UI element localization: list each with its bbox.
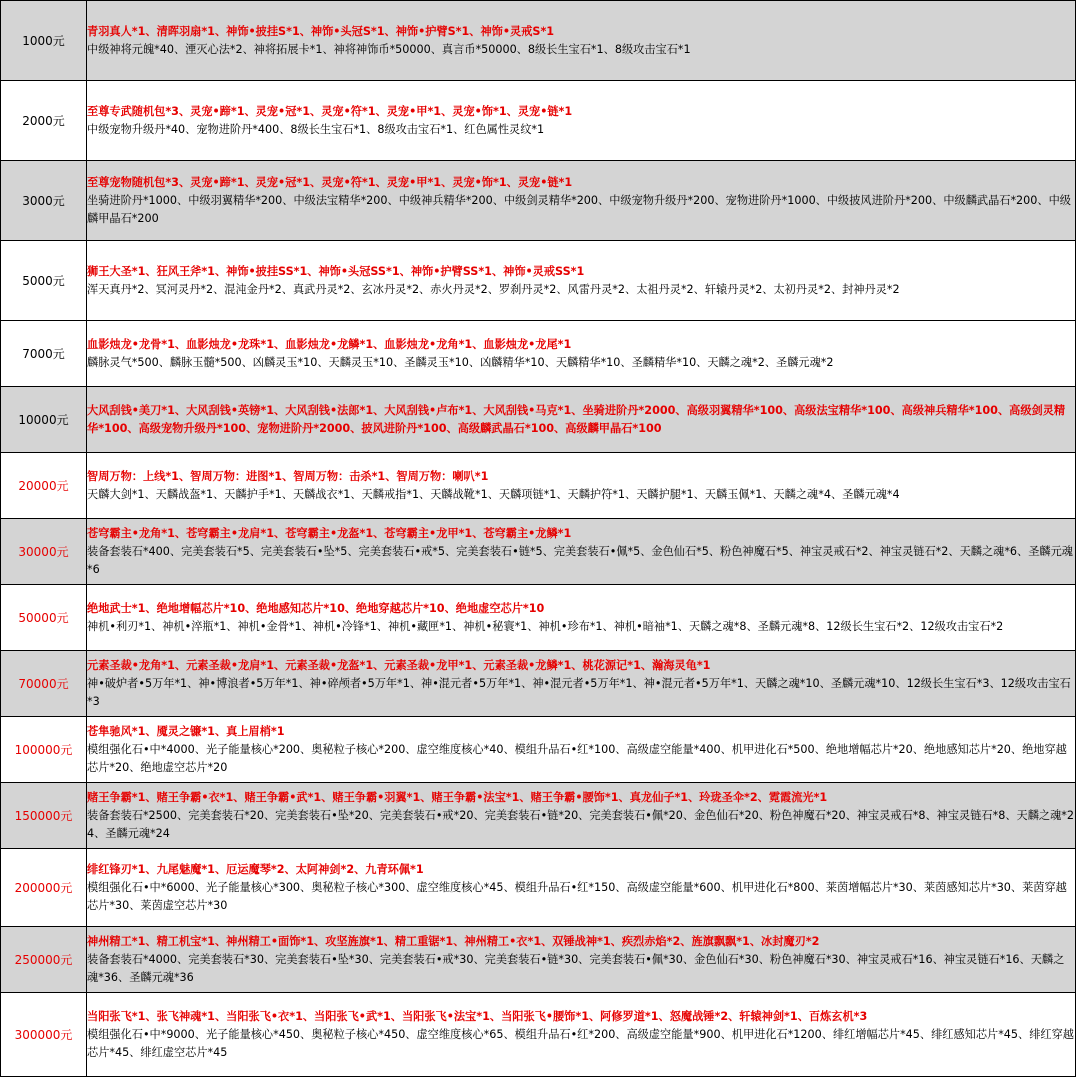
premium-rewards: 至尊专武随机包*3、灵宠•蹄*1、灵宠•冠*1、灵宠•符*1、灵宠•甲*1、灵宠•饰*1、灵宠•链*1 bbox=[87, 104, 573, 118]
table-row bbox=[1, 585, 1076, 651]
premium-rewards: 大风刮钱•美刀*1、大风刮钱•英镑*1、大风刮钱•法郎*1、大风刮钱•卢布*1、大风刮钱•马克*1、坐骑进阶丹*2000、高级羽翼精华*100、高级法宝精华*100、高级神兵精华*100、高级剑灵精华*100、高级宠物升级丹*100、宠物进阶丹*2000、披风进阶丹*100、高级麟武晶石*100、高级麟甲晶石*100 bbox=[87, 403, 1066, 435]
amount-cell: 3000元 bbox=[1, 161, 87, 241]
reward-table-body bbox=[1, 1, 1076, 1077]
table-row bbox=[1, 993, 1076, 1077]
standard-rewards: 装备套装石*4000、完美套装石*30、完美套装石•坠*30、完美套装石•戒*30、完美套装石•链*30、完美套装石•佩*30、金色仙石*30、粉色神魔石*30、神宝灵戒石*16、神宝灵链石*16、天麟之魂*36、圣麟元魂*36 bbox=[87, 952, 1065, 984]
premium-rewards: 绯红锋刃*1、九尾魅魔*1、厄运魔琴*2、太阿神剑*2、九青环佩*1 bbox=[87, 862, 424, 876]
table-row bbox=[1, 161, 1076, 241]
standard-rewards: 模组强化石•中*9000、光子能量核心*450、奥秘粒子核心*450、虚空维度核心*65、模组升品石•红*200、高级虚空能量*900、机甲进化石*1200、绯红增幅芯片*45、绯红感知芯片*45、绯红穿越芯片*45、绯红虚空芯片*45 bbox=[87, 1027, 1074, 1059]
standard-rewards: 浑天真丹*2、冥河灵丹*2、混沌金丹*2、真武丹灵*2、玄冰丹灵*2、赤火丹灵*2、罗刹丹灵*2、风雷丹灵*2、太祖丹灵*2、轩辕丹灵*2、太初丹灵*2、封神丹灵*2 bbox=[87, 282, 900, 296]
amount-cell: 2000元 bbox=[1, 81, 87, 161]
premium-rewards: 元素圣裁•龙角*1、元素圣裁•龙肩*1、元素圣裁•龙盔*1、元素圣裁•龙甲*1、元素圣裁•龙鳞*1、桃花源记*1、瀚海灵龟*1 bbox=[87, 658, 711, 672]
standard-rewards: 装备套装石*2500、完美套装石*20、完美套装石•坠*20、完美套装石•戒*20、完美套装石•链*20、完美套装石•佩*20、金色仙石*20、粉色神魔石*20、神宝灵戒石*8、神宝灵链石*8、天麟之魂*24、圣麟元魂*24 bbox=[87, 808, 1074, 840]
table-row bbox=[1, 81, 1076, 161]
amount-cell: 1000元 bbox=[1, 1, 87, 81]
premium-rewards: 苍隼驰风*1、魇灵之镰*1、真上眉梢*1 bbox=[87, 724, 285, 738]
table-row bbox=[1, 849, 1076, 927]
premium-rewards: 神州精工*1、精工机宝*1、神州精工•面饰*1、攻坚旌旗*1、精工重锯*1、神州精工•衣*1、双锤战神*1、疾烈赤焰*2、旌旗飘飘*1、冰封魔刃*2 bbox=[87, 934, 820, 948]
reward-cell bbox=[87, 717, 1076, 783]
reward-cell bbox=[87, 849, 1076, 927]
premium-rewards: 青羽真人*1、清晖羽扇*1、神饰•披挂S*1、神饰•头冠S*1、神饰•护臂S*1、神饰•灵戒S*1 bbox=[87, 24, 555, 38]
table-row bbox=[1, 1, 1076, 81]
amount-cell: 30000元 bbox=[1, 519, 87, 585]
amount-cell: 10000元 bbox=[1, 387, 87, 453]
premium-rewards: 智周万物：上线*1、智周万物：进图*1、智周万物：击杀*1、智周万物：喇叭*1 bbox=[87, 469, 489, 483]
reward-cell bbox=[87, 519, 1076, 585]
table-row bbox=[1, 241, 1076, 321]
standard-rewards: 麟脉灵气*500、麟脉玉髓*500、凶麟灵玉*10、天麟灵玉*10、圣麟灵玉*10、凶麟精华*10、天麟精华*10、圣麟精华*10、天麟之魂*2、圣麟元魂*2 bbox=[87, 355, 834, 369]
standard-rewards: 中级宠物升级丹*40、宠物进阶丹*400、8级长生宝石*1、8级攻击宝石*1、红色属性灵纹*1 bbox=[87, 122, 545, 136]
standard-rewards: 神机•利刃*1、神机•淬瓶*1、神机•金骨*1、神机•冷锋*1、神机•藏匣*1、神机•秘寰*1、神机•珍布*1、神机•暗袖*1、天麟之魂*8、圣麟元魂*8、12级长生宝石*2、12级攻击宝石*2 bbox=[87, 619, 1004, 633]
table-row bbox=[1, 651, 1076, 717]
premium-rewards: 苍穹霸主•龙角*1、苍穹霸主•龙肩*1、苍穹霸主•龙盔*1、苍穹霸主•龙甲*1、苍穹霸主•龙鳞*1 bbox=[87, 526, 572, 540]
standard-rewards: 模组强化石•中*6000、光子能量核心*300、奥秘粒子核心*300、虚空维度核心*45、模组升品石•红*150、高级虚空能量*600、机甲进化石*800、莱茵增幅芯片*30、莱茵感知芯片*30、莱茵穿越芯片*30、莱茵虚空芯片*30 bbox=[87, 880, 1067, 912]
premium-rewards: 狮王大圣*1、狂风王斧*1、神饰•披挂SS*1、神饰•头冠SS*1、神饰•护臂SS*1、神饰•灵戒SS*1 bbox=[87, 264, 585, 278]
reward-cell bbox=[87, 81, 1076, 161]
amount-cell: 250000元 bbox=[1, 927, 87, 993]
premium-rewards: 血影烛龙•龙骨*1、血影烛龙•龙珠*1、血影烛龙•龙鳞*1、血影烛龙•龙角*1、血影烛龙•龙尾*1 bbox=[87, 337, 572, 351]
standard-rewards: 中级神将元魄*40、湮灭心法*2、神将拓展卡*1、神将神饰币*50000、真言币*50000、8级长生宝石*1、8级攻击宝石*1 bbox=[87, 42, 691, 56]
reward-cell bbox=[87, 453, 1076, 519]
premium-rewards: 赌王争霸*1、赌王争霸•衣*1、赌王争霸•武*1、赌王争霸•羽翼*1、赌王争霸•法宝*1、赌王争霸•腰饰*1、真龙仙子*1、玲珑圣伞*2、霓霞流光*1 bbox=[87, 790, 828, 804]
amount-cell: 300000元 bbox=[1, 993, 87, 1077]
table-row bbox=[1, 717, 1076, 783]
amount-cell: 50000元 bbox=[1, 585, 87, 651]
amount-cell: 100000元 bbox=[1, 717, 87, 783]
reward-cell bbox=[87, 783, 1076, 849]
amount-cell: 5000元 bbox=[1, 241, 87, 321]
reward-cell bbox=[87, 1, 1076, 81]
amount-cell: 200000元 bbox=[1, 849, 87, 927]
table-row bbox=[1, 453, 1076, 519]
standard-rewards: 装备套装石*400、完美套装石*5、完美套装石•坠*5、完美套装石•戒*5、完美套装石•链*5、完美套装石•佩*5、金色仙石*5、粉色神魔石*5、神宝灵戒石*2、神宝灵链石*2、天麟之魂*6、圣麟元魂*6 bbox=[87, 544, 1073, 576]
amount-cell: 150000元 bbox=[1, 783, 87, 849]
reward-cell bbox=[87, 321, 1076, 387]
reward-cell bbox=[87, 585, 1076, 651]
table-row bbox=[1, 783, 1076, 849]
table-row bbox=[1, 387, 1076, 453]
reward-cell bbox=[87, 161, 1076, 241]
amount-cell: 20000元 bbox=[1, 453, 87, 519]
reward-cell bbox=[87, 993, 1076, 1077]
premium-rewards: 至尊宠物随机包*3、灵宠•蹄*1、灵宠•冠*1、灵宠•符*1、灵宠•甲*1、灵宠•饰*1、灵宠•链*1 bbox=[87, 175, 573, 189]
standard-rewards: 天麟大剑*1、天麟战盔*1、天麟护手*1、天麟战衣*1、天麟戒指*1、天麟战靴*1、天麟项链*1、天麟护符*1、天麟护腿*1、天麟玉佩*1、天麟之魂*4、圣麟元魂*4 bbox=[87, 487, 900, 501]
premium-rewards: 当阳张飞*1、张飞神魂*1、当阳张飞•衣*1、当阳张飞•武*1、当阳张飞•法宝*1、当阳张飞•腰饰*1、阿修罗道*1、怒魔战锤*2、轩辕神剑*1、百炼玄机*3 bbox=[87, 1009, 868, 1023]
table-row bbox=[1, 519, 1076, 585]
reward-cell bbox=[87, 241, 1076, 321]
standard-rewards: 模组强化石•中*4000、光子能量核心*200、奥秘粒子核心*200、虚空维度核心*40、模组升品石•红*100、高级虚空能量*400、机甲进化石*500、绝地增幅芯片*20、绝地感知芯片*20、绝地穿越芯片*20、绝地虚空芯片*20 bbox=[87, 742, 1067, 774]
table-row bbox=[1, 927, 1076, 993]
standard-rewards: 神•破炉者•5万年*1、神•博浪者•5万年*1、神•碎颅者•5万年*1、神•混元者•5万年*1、神•混元者•5万年*1、神•混元者•5万年*1、天麟之魂*10、圣麟元魂*10、12级长生宝石*3、12级攻击宝石*3 bbox=[87, 676, 1071, 708]
standard-rewards: 坐骑进阶丹*1000、中级羽翼精华*200、中级法宝精华*200、中级神兵精华*200、中级剑灵精华*200、中级宠物升级丹*200、宠物进阶丹*1000、中级披风进阶丹*200、中级麟武晶石*200、中级麟甲晶石*200 bbox=[87, 193, 1071, 225]
amount-cell: 7000元 bbox=[1, 321, 87, 387]
amount-cell: 70000元 bbox=[1, 651, 87, 717]
reward-cell bbox=[87, 387, 1076, 453]
premium-rewards: 绝地武士*1、绝地增幅芯片*10、绝地感知芯片*10、绝地穿越芯片*10、绝地虚空芯片*10 bbox=[87, 601, 545, 615]
reward-cell bbox=[87, 651, 1076, 717]
table-row bbox=[1, 321, 1076, 387]
reward-cell bbox=[87, 927, 1076, 993]
